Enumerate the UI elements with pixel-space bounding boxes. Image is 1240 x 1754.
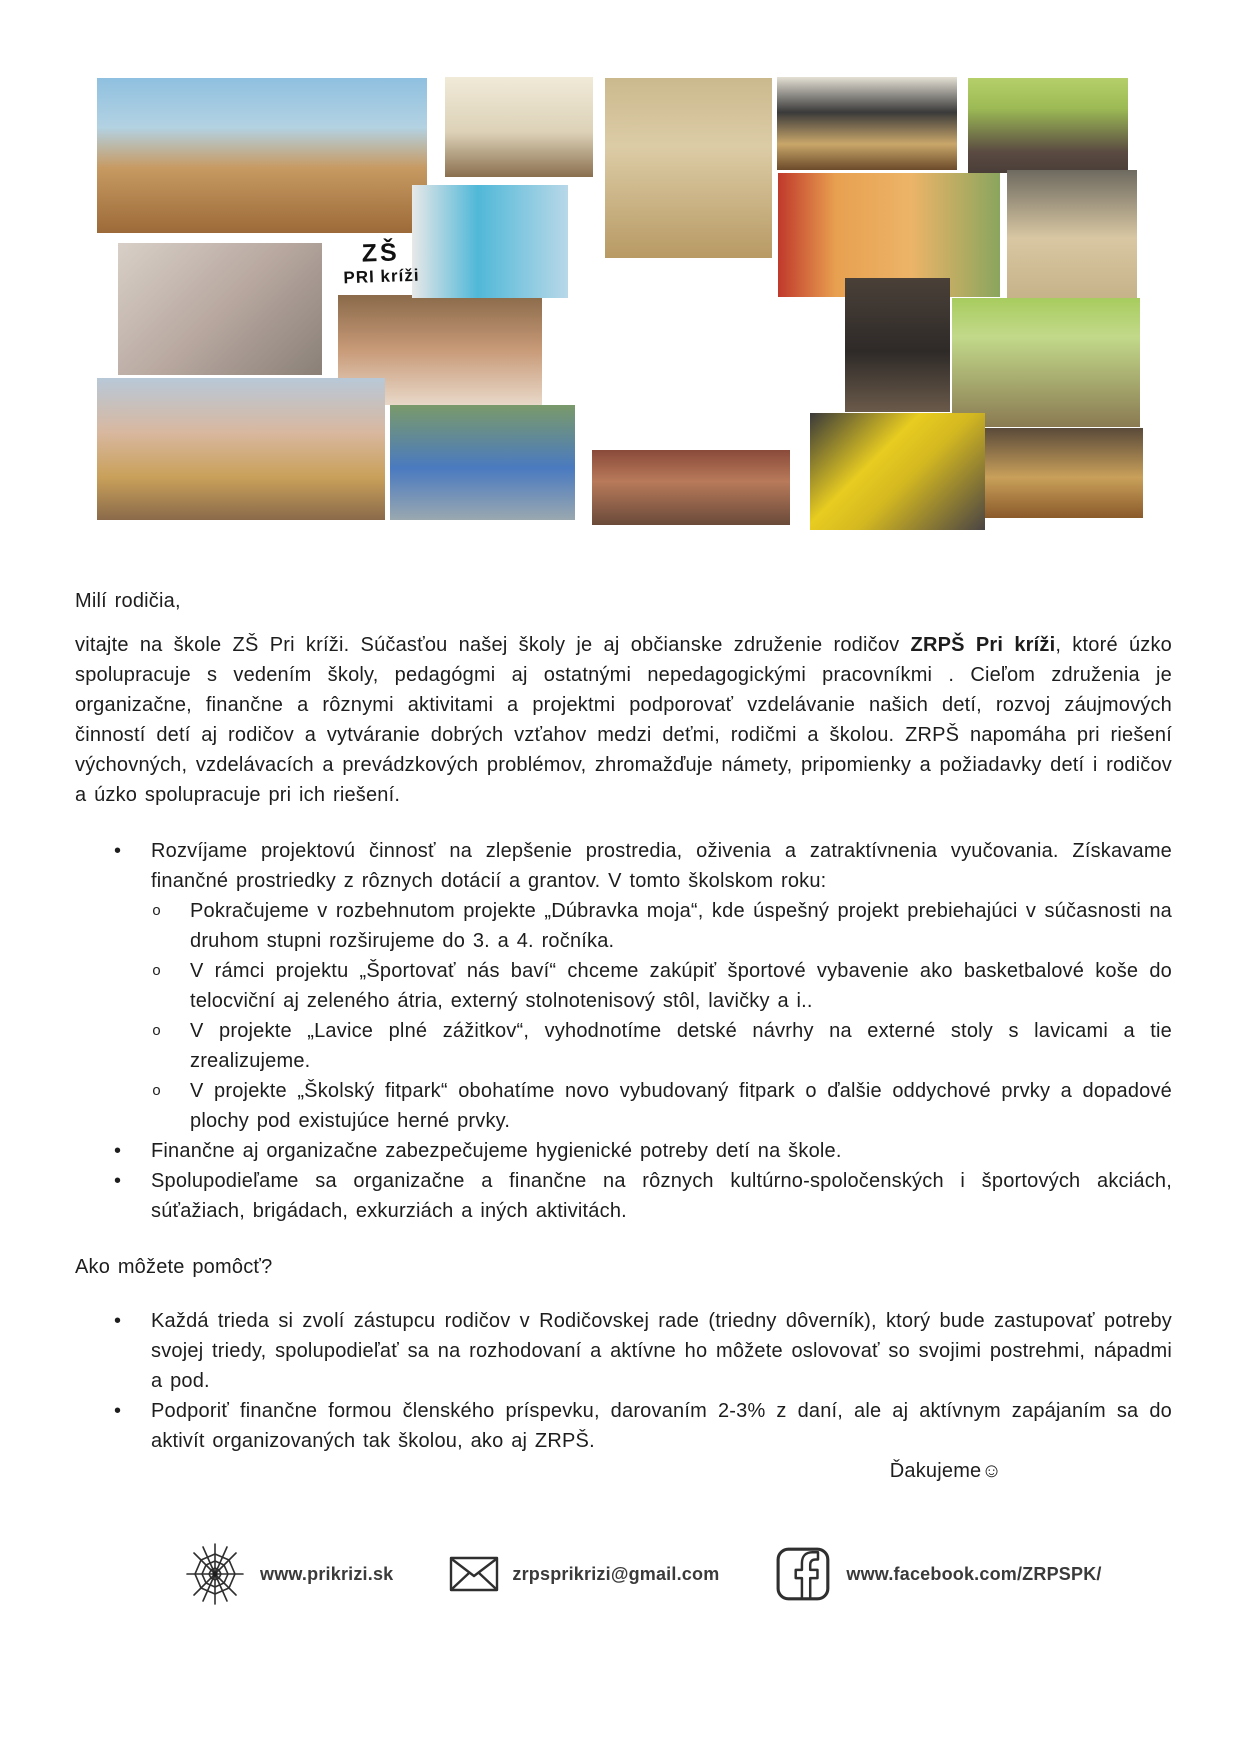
- photo-school-bazaar: [97, 378, 385, 520]
- photo-first-aid-training: [1007, 170, 1137, 312]
- photo-class-group-green: [968, 78, 1128, 173]
- subbullet-dubravka: o Pokračujeme v rozbehnutom projekte „Dúbravka moja“, kde úspešný projekt prebiehajúci v súčasnosti na druhom stupni rozširujeme do 3. a 4. ročníka.: [75, 896, 1172, 956]
- contact-footer: [0, 1542, 1240, 1606]
- photo-halloween-witch: [845, 278, 950, 412]
- facebook-icon: [775, 1547, 833, 1601]
- website-contact: [183, 1542, 393, 1606]
- thanks-note: Ďakujeme☺: [889, 1460, 1002, 1482]
- photo-science-goggles: [118, 243, 322, 375]
- subbullet-sport: o V rámci projektu „Športovať nás baví“ chceme zakúpiť športové vybavenie ako basketbalové koše do telocviční aj zeleného átria, externý stolnotenisový stôl, lavičky a i..: [75, 956, 1172, 1016]
- email-contact: [449, 1556, 719, 1592]
- photo-class-photo: [592, 450, 790, 525]
- email-address: zrpsprikrizi@gmail.com: [512, 1563, 720, 1584]
- intro-text-before: vitajte na škole ZŠ Pri kríži. Súčasťou našej školy je aj občianske združenie rodičov: [75, 634, 911, 656]
- subbullet-fitpark: o V projekte „Školský fitpark“ obohatíme novo vybudovaný fitpark o ďalšie oddychové prvky a dopadové plochy pod existujúce herné prvky.: [75, 1076, 1172, 1136]
- photo-children-certificates: [952, 298, 1140, 427]
- school-logo-text: [322, 238, 440, 288]
- photo-collage: [85, 58, 1147, 536]
- photo-classroom-lesson: [97, 78, 427, 233]
- envelope-icon: [449, 1556, 499, 1592]
- bullet-events: • Spolupodieľame sa organizačne a finančne na rôznych kultúrno-spoločenských i športových akciách, súťažiach, brigádach, exkurziách a iných aktivitách.: [75, 1166, 1172, 1226]
- subbullet-lavice: o V projekte „Lavice plné zážitkov“, vyhodnotíme detské návrhy na externé stoly s lavicami a tie zrealizujeme.: [75, 1016, 1172, 1076]
- photo-computer-lab: [777, 77, 957, 170]
- photo-classroom-windows: [445, 77, 593, 177]
- contact-row: [183, 1542, 1240, 1606]
- letter-body: [75, 586, 1172, 1486]
- salutation: Milí rodičia,: [75, 590, 181, 612]
- bullet-class-representative: • Každá trieda si zvolí zástupcu rodičov v Rodičovskej rade (triedny dôverník), ktorý bude zastupovať potreby svojej triedy, spolupodieľať sa na rozhodovaní a aktívne ho môžete oslovovať so svojimi postrehmi, nápadmi a pod.: [75, 1306, 1172, 1396]
- photo-gym-team-hug: [605, 78, 772, 258]
- photo-football-team: [390, 405, 575, 520]
- school-logo-line1: ZŠ: [361, 238, 401, 268]
- school-logo-line2: PRI kríži: [343, 265, 420, 287]
- bullet-hygiene: • Finančne aj organizačne zabezpečujeme hygienické potreby detí na škole.: [75, 1136, 1172, 1166]
- bullet-projects: • Rozvíjame projektovú činnosť na zlepšenie prostredia, oživenia a zatraktívnenia vyučovania. Získavame finančné prostriedky z rôznych dotácií a grantov. V tomto školskom roku:: [75, 836, 1172, 896]
- spiderweb-icon: [183, 1542, 247, 1606]
- association-name-bold: ZRPŠ Pri kríži: [910, 634, 1056, 656]
- facebook-url: www.facebook.com/ZRPSPK/: [846, 1563, 1102, 1584]
- facebook-contact: [775, 1547, 1101, 1601]
- help-question: Ako môžete pomôcť?: [75, 1256, 273, 1278]
- intro-text-after: , ktoré úzko spolupracuje s vedením školy, pedagógmi aj ostatnými nepedagogickými pracovníkmi . Cieľom združenia je organizačne, finančne a rôznymi aktivitami a projektmi podporovať vzdelávanie našich detí, rozvoj záujmových činností detí aj rodičov a vytváranie dobrých vzťahov medzi deťmi, rodičmi a školou. ZRPŠ napomáha pri riešení výchovných, vzdelávacích a prevádzkových problémov, zhromažďuje námety, pripomienky a požiadavky detí i rodičov a úzko spolupracuje pri ich riešení.: [75, 634, 1173, 806]
- website-url: www.prikrizi.sk: [260, 1563, 394, 1584]
- photo-cooking-activity: [985, 428, 1143, 518]
- bullet-financial-support: • Podporiť finančne formou členského príspevku, darovaním 2-3% z daní, ale aj aktívnym zapájaním sa do aktivít organizovaných tak školou, ako aj ZRPŠ.: [75, 1396, 1172, 1456]
- photo-crafts-table: [810, 413, 985, 530]
- intro-paragraph: [75, 630, 1172, 810]
